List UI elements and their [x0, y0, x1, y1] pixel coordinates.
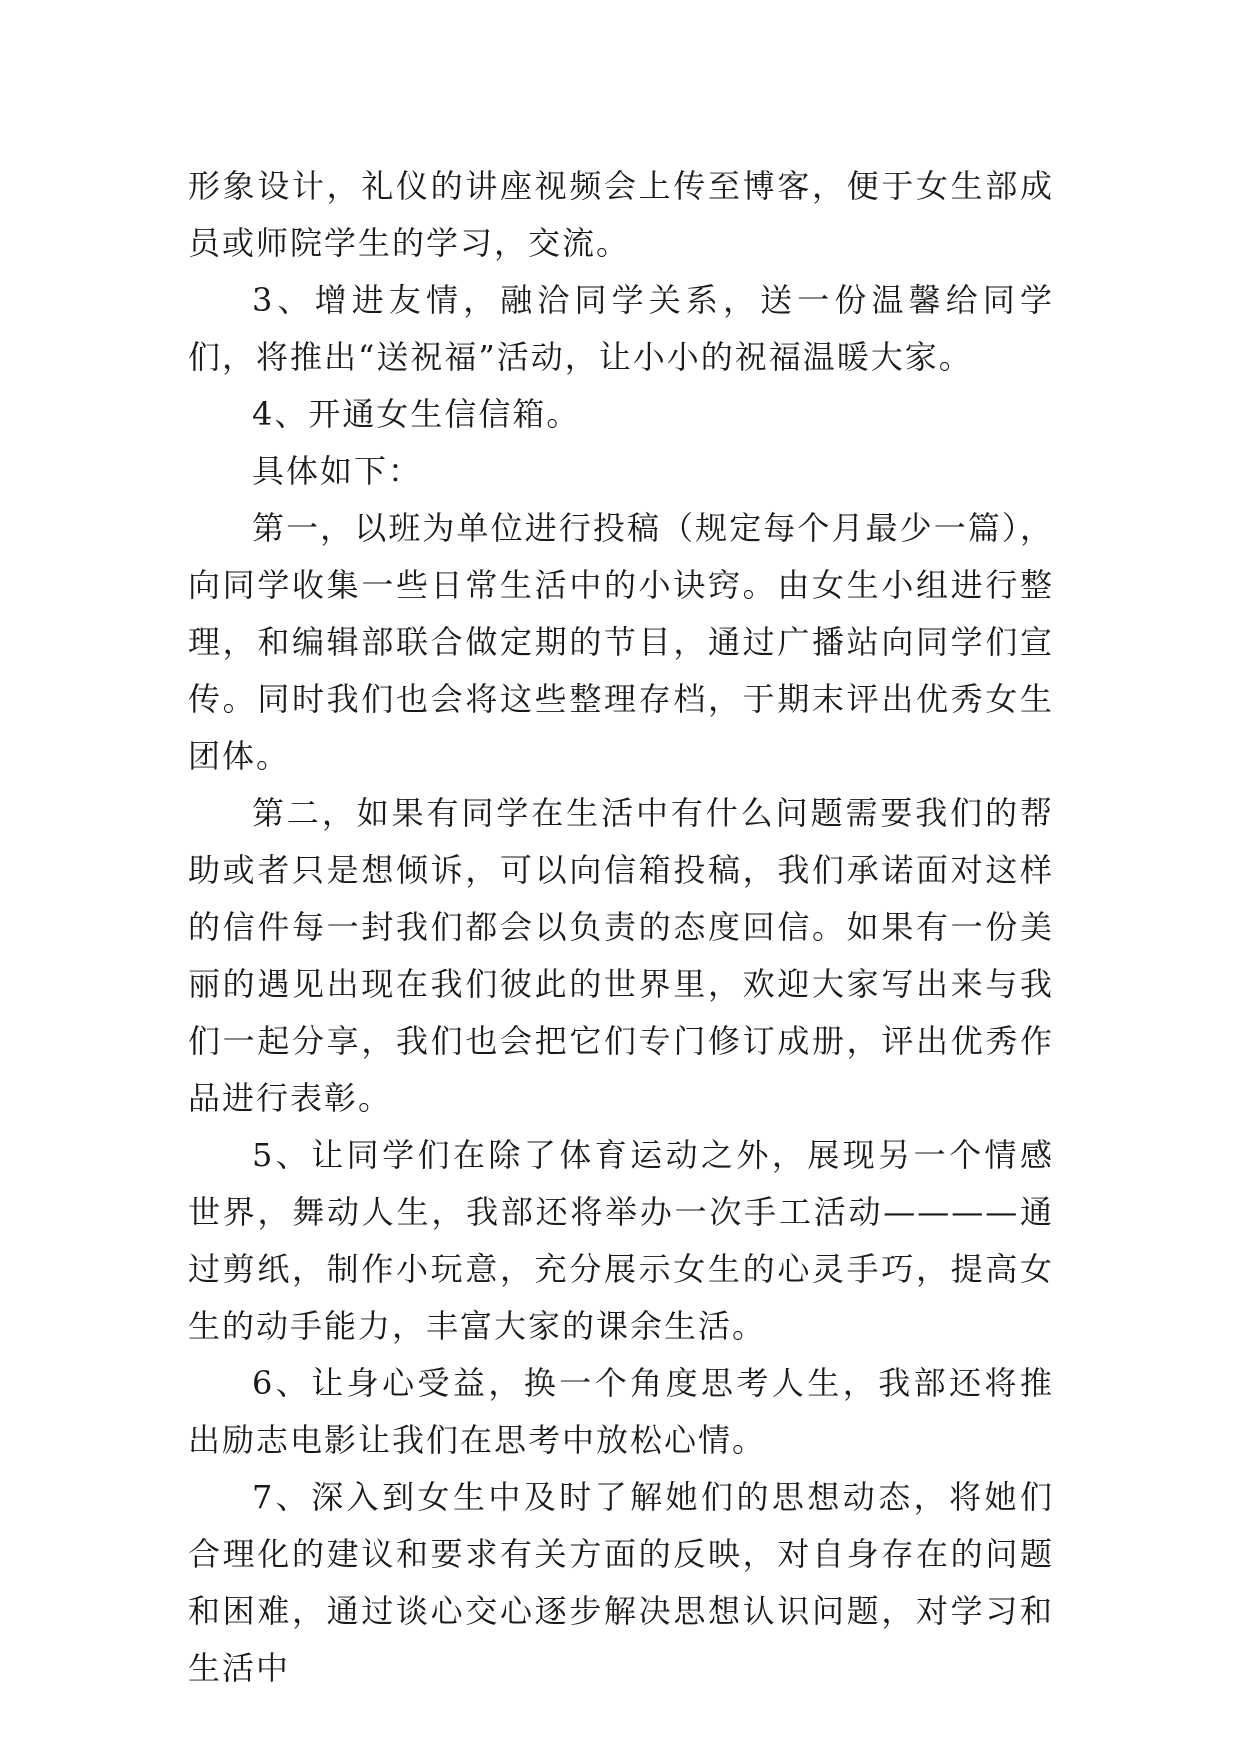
document-body: [188, 158, 1054, 1697]
paragraph-first: 第一，以班为单位进行投稿（规定每个月最少一篇），向同学收集一些日常生活中的小诀窍。由女生小组进行整理，和编辑部联合做定期的节目，通过广播站向同学们宣传。同时我们也会将这些整理存档，于期末评出优秀女生团体。: [188, 509, 1054, 775]
paragraph-item-5: 5、让同学们在除了体育运动之外，展现另一个情感世界，舞动人生，我部还将举办一次手工活动————通过剪纸，制作小玩意，充分展示女生的心灵手巧，提高女生的动手能力，丰富大家的课余生活。: [188, 1136, 1054, 1345]
paragraph-item-4: 4、开通女生信信箱。: [252, 395, 581, 433]
paragraph-item-7: 7、深入到女生中及时了解她们的思想动态，将她们合理化的建议和要求有关方面的反映，对自身存在的问题和困难，通过谈心交心逐步解决思想认识问题，对学习和生活中: [188, 1478, 1054, 1687]
paragraph-item-6: 6、让身心受益，换一个角度思考人生，我部还将推出励志电影让我们在思考中放松心情。: [188, 1364, 1054, 1459]
paragraph-image-design: 形象设计，礼仪的讲座视频会上传至博客，便于女生部成员或师院学生的学习，交流。: [188, 167, 1054, 262]
paragraph-item-3: 3、增进友情，融洽同学关系，送一份温馨给同学们，将推出“送祝福”活动，让小小的祝福温暖大家。: [188, 281, 1054, 376]
paragraph-details-heading: 具体如下：: [252, 452, 423, 490]
paragraph-second: 第二，如果有同学在生活中有什么问题需要我们的帮助或者只是想倾诉，可以向信箱投稿，我们承诺面对这样的信件每一封我们都会以负责的态度回信。如果有一份美丽的遇见出现在我们彼此的世界里，欢迎大家写出来与我们一起分享，我们也会把它们专门修订成册，评出优秀作品进行表彰。: [188, 794, 1054, 1117]
